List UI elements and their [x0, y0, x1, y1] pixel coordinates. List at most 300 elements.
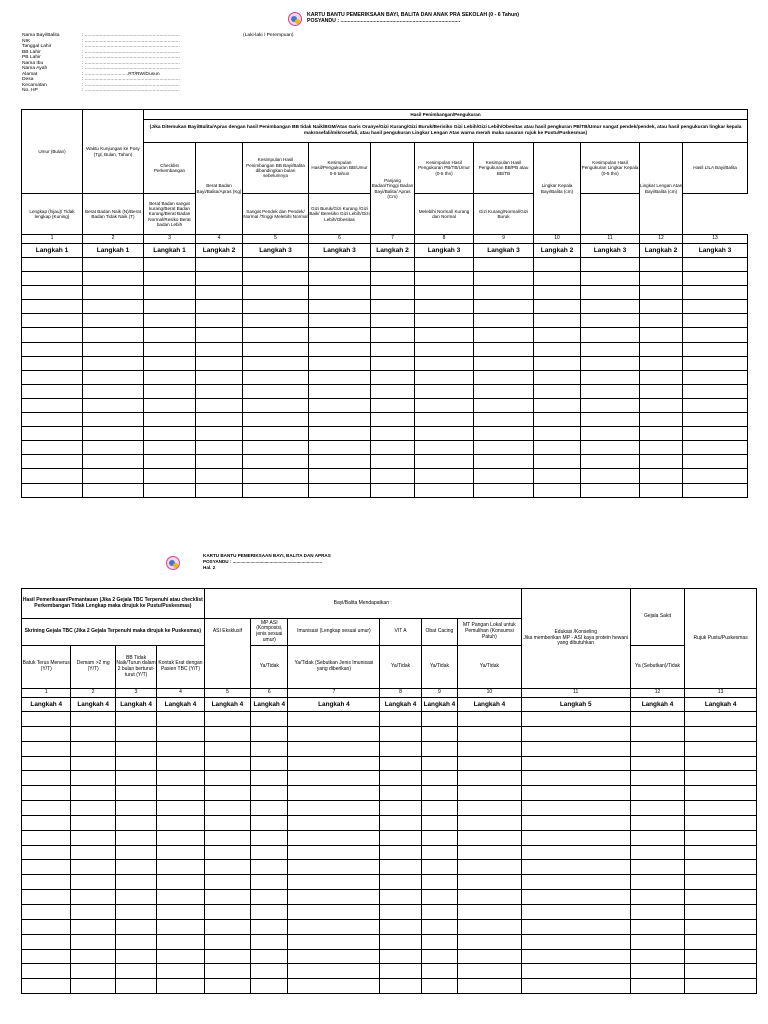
entry-cell[interactable] [243, 272, 309, 286]
entry-cell[interactable] [243, 314, 309, 328]
entry-cell[interactable] [534, 258, 581, 272]
entry-cell[interactable] [685, 919, 757, 934]
entry-cell[interactable] [421, 875, 457, 890]
entry-cell[interactable] [371, 370, 415, 384]
entry-cell[interactable] [371, 413, 415, 427]
entry-cell[interactable] [71, 904, 115, 919]
entry-cell[interactable] [415, 483, 474, 497]
entry-cell[interactable] [581, 398, 640, 412]
entry-cell[interactable] [288, 949, 380, 964]
entry-cell[interactable] [581, 384, 640, 398]
entry-cell[interactable] [157, 786, 204, 801]
entry-cell[interactable] [251, 756, 288, 771]
entry-cell[interactable] [371, 342, 415, 356]
entry-cell[interactable] [204, 771, 250, 786]
entry-cell[interactable] [521, 845, 630, 860]
entry-cell[interactable] [157, 860, 204, 875]
entry-cell[interactable] [458, 964, 522, 979]
entry-cell[interactable] [196, 258, 243, 272]
entry-cell[interactable] [415, 258, 474, 272]
entry-cell[interactable] [71, 830, 115, 845]
identity-value-field[interactable]: : ...................................................................... [82, 44, 180, 50]
entry-cell[interactable] [243, 258, 309, 272]
entry-cell[interactable] [415, 441, 474, 455]
entry-cell[interactable] [640, 300, 683, 314]
entry-cell[interactable] [640, 413, 683, 427]
entry-cell[interactable] [521, 934, 630, 949]
entry-cell[interactable] [521, 726, 630, 741]
entry-cell[interactable] [371, 469, 415, 483]
entry-cell[interactable] [458, 860, 522, 875]
entry-cell[interactable] [685, 845, 757, 860]
entry-cell[interactable] [71, 919, 115, 934]
entry-cell[interactable] [196, 384, 243, 398]
entry-cell[interactable] [144, 258, 196, 272]
entry-cell[interactable] [115, 815, 156, 830]
entry-cell[interactable] [251, 786, 288, 801]
entry-cell[interactable] [71, 712, 115, 727]
entry-cell[interactable] [458, 979, 522, 994]
entry-cell[interactable] [640, 455, 683, 469]
entry-cell[interactable] [630, 801, 685, 816]
entry-cell[interactable] [421, 919, 457, 934]
entry-cell[interactable] [83, 483, 144, 497]
entry-cell[interactable] [640, 483, 683, 497]
entry-cell[interactable] [683, 258, 748, 272]
entry-cell[interactable] [581, 370, 640, 384]
entry-cell[interactable] [458, 786, 522, 801]
entry-cell[interactable] [83, 286, 144, 300]
entry-cell[interactable] [309, 384, 371, 398]
entry-cell[interactable] [71, 741, 115, 756]
entry-cell[interactable] [415, 413, 474, 427]
entry-cell[interactable] [421, 964, 457, 979]
entry-cell[interactable] [204, 979, 250, 994]
entry-cell[interactable] [380, 786, 421, 801]
entry-cell[interactable] [115, 801, 156, 816]
entry-cell[interactable] [22, 413, 83, 427]
entry-cell[interactable] [196, 342, 243, 356]
entry-cell[interactable] [630, 741, 685, 756]
entry-cell[interactable] [251, 919, 288, 934]
entry-cell[interactable] [144, 469, 196, 483]
entry-cell[interactable] [157, 726, 204, 741]
entry-cell[interactable] [521, 815, 630, 830]
entry-cell[interactable] [115, 904, 156, 919]
entry-cell[interactable] [144, 384, 196, 398]
entry-cell[interactable] [640, 427, 683, 441]
entry-cell[interactable] [22, 483, 83, 497]
entry-cell[interactable] [458, 845, 522, 860]
entry-cell[interactable] [521, 801, 630, 816]
entry-cell[interactable] [380, 904, 421, 919]
entry-cell[interactable] [685, 890, 757, 905]
entry-cell[interactable] [243, 356, 309, 370]
entry-cell[interactable] [157, 815, 204, 830]
entry-cell[interactable] [22, 919, 71, 934]
entry-cell[interactable] [157, 756, 204, 771]
entry-cell[interactable] [683, 483, 748, 497]
entry-cell[interactable] [22, 258, 83, 272]
entry-cell[interactable] [309, 427, 371, 441]
entry-cell[interactable] [380, 801, 421, 816]
entry-cell[interactable] [371, 398, 415, 412]
entry-cell[interactable] [371, 300, 415, 314]
entry-cell[interactable] [380, 830, 421, 845]
entry-cell[interactable] [534, 342, 581, 356]
entry-cell[interactable] [685, 904, 757, 919]
identity-value-field[interactable]: : ...................................................................... [82, 66, 180, 72]
entry-cell[interactable] [521, 860, 630, 875]
entry-cell[interactable] [288, 919, 380, 934]
entry-cell[interactable] [458, 949, 522, 964]
entry-cell[interactable] [534, 413, 581, 427]
entry-cell[interactable] [83, 258, 144, 272]
entry-cell[interactable] [630, 904, 685, 919]
entry-cell[interactable] [196, 483, 243, 497]
entry-cell[interactable] [157, 904, 204, 919]
entry-cell[interactable] [380, 949, 421, 964]
entry-cell[interactable] [421, 786, 457, 801]
entry-cell[interactable] [421, 771, 457, 786]
entry-cell[interactable] [22, 875, 71, 890]
entry-cell[interactable] [288, 741, 380, 756]
entry-cell[interactable] [288, 756, 380, 771]
entry-cell[interactable] [581, 314, 640, 328]
entry-cell[interactable] [683, 427, 748, 441]
entry-cell[interactable] [83, 441, 144, 455]
entry-cell[interactable] [83, 469, 144, 483]
entry-cell[interactable] [683, 314, 748, 328]
entry-cell[interactable] [22, 934, 71, 949]
entry-cell[interactable] [458, 830, 522, 845]
entry-cell[interactable] [251, 830, 288, 845]
entry-cell[interactable] [83, 272, 144, 286]
entry-cell[interactable] [251, 904, 288, 919]
entry-cell[interactable] [640, 356, 683, 370]
entry-cell[interactable] [521, 741, 630, 756]
identity-value-field[interactable]: : ...................................................................... [82, 77, 180, 83]
entry-cell[interactable] [458, 801, 522, 816]
entry-cell[interactable] [458, 890, 522, 905]
entry-cell[interactable] [630, 712, 685, 727]
entry-cell[interactable] [581, 258, 640, 272]
entry-cell[interactable] [458, 771, 522, 786]
entry-cell[interactable] [288, 771, 380, 786]
entry-cell[interactable] [309, 398, 371, 412]
entry-cell[interactable] [683, 286, 748, 300]
entry-cell[interactable] [157, 875, 204, 890]
entry-cell[interactable] [521, 890, 630, 905]
entry-cell[interactable] [144, 356, 196, 370]
entry-cell[interactable] [83, 300, 144, 314]
entry-cell[interactable] [22, 786, 71, 801]
entry-cell[interactable] [251, 949, 288, 964]
entry-cell[interactable] [415, 469, 474, 483]
entry-cell[interactable] [204, 890, 250, 905]
entry-cell[interactable] [204, 756, 250, 771]
entry-cell[interactable] [630, 830, 685, 845]
entry-cell[interactable] [288, 712, 380, 727]
entry-cell[interactable] [474, 455, 534, 469]
entry-cell[interactable] [204, 875, 250, 890]
entry-cell[interactable] [196, 455, 243, 469]
entry-cell[interactable] [22, 890, 71, 905]
entry-cell[interactable] [534, 469, 581, 483]
entry-cell[interactable] [22, 300, 83, 314]
entry-cell[interactable] [157, 801, 204, 816]
entry-cell[interactable] [581, 469, 640, 483]
entry-cell[interactable] [115, 830, 156, 845]
identity-value-field[interactable]: : ...................................................................... [82, 60, 180, 66]
entry-cell[interactable] [204, 934, 250, 949]
entry-cell[interactable] [421, 890, 457, 905]
entry-cell[interactable] [204, 741, 250, 756]
entry-cell[interactable] [71, 860, 115, 875]
entry-cell[interactable] [243, 384, 309, 398]
entry-cell[interactable] [685, 786, 757, 801]
entry-cell[interactable] [521, 830, 630, 845]
entry-cell[interactable] [640, 398, 683, 412]
entry-cell[interactable] [534, 286, 581, 300]
entry-cell[interactable] [144, 483, 196, 497]
entry-cell[interactable] [581, 483, 640, 497]
entry-cell[interactable] [380, 845, 421, 860]
entry-cell[interactable] [115, 756, 156, 771]
entry-cell[interactable] [144, 314, 196, 328]
entry-cell[interactable] [581, 455, 640, 469]
entry-cell[interactable] [421, 756, 457, 771]
entry-cell[interactable] [22, 469, 83, 483]
entry-cell[interactable] [421, 860, 457, 875]
entry-cell[interactable] [685, 964, 757, 979]
entry-cell[interactable] [196, 413, 243, 427]
entry-cell[interactable] [685, 949, 757, 964]
entry-cell[interactable] [157, 979, 204, 994]
entry-cell[interactable] [83, 356, 144, 370]
entry-cell[interactable] [22, 756, 71, 771]
entry-cell[interactable] [685, 712, 757, 727]
entry-cell[interactable] [421, 801, 457, 816]
entry-cell[interactable] [157, 949, 204, 964]
identity-value-field[interactable]: : ...................................................................... [82, 38, 180, 44]
entry-cell[interactable] [421, 741, 457, 756]
entry-cell[interactable] [144, 286, 196, 300]
entry-cell[interactable] [534, 370, 581, 384]
entry-cell[interactable] [371, 286, 415, 300]
entry-cell[interactable] [22, 342, 83, 356]
entry-cell[interactable] [630, 771, 685, 786]
entry-cell[interactable] [371, 427, 415, 441]
entry-cell[interactable] [640, 314, 683, 328]
entry-cell[interactable] [288, 801, 380, 816]
entry-cell[interactable] [22, 830, 71, 845]
entry-cell[interactable] [251, 815, 288, 830]
entry-cell[interactable] [534, 272, 581, 286]
entry-cell[interactable] [683, 441, 748, 455]
entry-cell[interactable] [22, 979, 71, 994]
entry-cell[interactable] [458, 712, 522, 727]
entry-cell[interactable] [144, 455, 196, 469]
entry-cell[interactable] [204, 904, 250, 919]
entry-cell[interactable] [685, 726, 757, 741]
entry-cell[interactable] [534, 314, 581, 328]
entry-cell[interactable] [22, 964, 71, 979]
entry-cell[interactable] [157, 919, 204, 934]
entry-cell[interactable] [534, 455, 581, 469]
entry-cell[interactable] [144, 328, 196, 342]
identity-value-field[interactable]: : ...................................................................... [82, 33, 180, 38]
entry-cell[interactable] [309, 469, 371, 483]
entry-cell[interactable] [22, 272, 83, 286]
entry-cell[interactable] [421, 726, 457, 741]
entry-cell[interactable] [685, 771, 757, 786]
entry-cell[interactable] [243, 427, 309, 441]
entry-cell[interactable] [683, 342, 748, 356]
entry-cell[interactable] [115, 860, 156, 875]
entry-cell[interactable] [83, 384, 144, 398]
entry-cell[interactable] [581, 272, 640, 286]
entry-cell[interactable] [581, 441, 640, 455]
entry-cell[interactable] [288, 890, 380, 905]
entry-cell[interactable] [640, 272, 683, 286]
entry-cell[interactable] [115, 979, 156, 994]
entry-cell[interactable] [144, 272, 196, 286]
entry-cell[interactable] [288, 845, 380, 860]
entry-cell[interactable] [22, 726, 71, 741]
identity-value-field[interactable]: : ................................RT/RW/Dusun [82, 71, 160, 77]
entry-cell[interactable] [115, 890, 156, 905]
entry-cell[interactable] [630, 726, 685, 741]
entry-cell[interactable] [196, 427, 243, 441]
entry-cell[interactable] [83, 427, 144, 441]
entry-cell[interactable] [458, 904, 522, 919]
entry-cell[interactable] [458, 756, 522, 771]
entry-cell[interactable] [251, 964, 288, 979]
entry-cell[interactable] [380, 712, 421, 727]
entry-cell[interactable] [685, 875, 757, 890]
entry-cell[interactable] [115, 934, 156, 949]
entry-cell[interactable] [115, 875, 156, 890]
entry-cell[interactable] [71, 756, 115, 771]
entry-cell[interactable] [115, 712, 156, 727]
entry-cell[interactable] [204, 919, 250, 934]
entry-cell[interactable] [683, 398, 748, 412]
entry-cell[interactable] [474, 356, 534, 370]
entry-cell[interactable] [204, 712, 250, 727]
entry-cell[interactable] [288, 934, 380, 949]
entry-cell[interactable] [22, 356, 83, 370]
entry-cell[interactable] [380, 890, 421, 905]
entry-cell[interactable] [309, 342, 371, 356]
entry-cell[interactable] [71, 875, 115, 890]
entry-cell[interactable] [309, 413, 371, 427]
entry-cell[interactable] [534, 398, 581, 412]
entry-cell[interactable] [157, 830, 204, 845]
identity-value-field[interactable]: : ...................................................................... [82, 82, 180, 88]
entry-cell[interactable] [630, 875, 685, 890]
entry-cell[interactable] [630, 919, 685, 934]
entry-cell[interactable] [243, 441, 309, 455]
entry-cell[interactable] [581, 286, 640, 300]
entry-cell[interactable] [22, 949, 71, 964]
entry-cell[interactable] [640, 342, 683, 356]
entry-cell[interactable] [243, 370, 309, 384]
entry-cell[interactable] [534, 384, 581, 398]
entry-cell[interactable] [371, 384, 415, 398]
entry-cell[interactable] [685, 860, 757, 875]
entry-cell[interactable] [415, 398, 474, 412]
entry-cell[interactable] [71, 845, 115, 860]
entry-cell[interactable] [581, 427, 640, 441]
entry-cell[interactable] [251, 875, 288, 890]
entry-cell[interactable] [251, 741, 288, 756]
entry-cell[interactable] [196, 328, 243, 342]
entry-cell[interactable] [71, 771, 115, 786]
entry-cell[interactable] [115, 771, 156, 786]
entry-cell[interactable] [371, 455, 415, 469]
entry-cell[interactable] [474, 427, 534, 441]
entry-cell[interactable] [415, 370, 474, 384]
entry-cell[interactable] [458, 934, 522, 949]
entry-cell[interactable] [380, 875, 421, 890]
entry-cell[interactable] [380, 979, 421, 994]
entry-cell[interactable] [521, 756, 630, 771]
entry-cell[interactable] [243, 455, 309, 469]
entry-cell[interactable] [144, 427, 196, 441]
entry-cell[interactable] [421, 934, 457, 949]
entry-cell[interactable] [683, 356, 748, 370]
entry-cell[interactable] [251, 860, 288, 875]
entry-cell[interactable] [309, 441, 371, 455]
entry-cell[interactable] [534, 427, 581, 441]
entry-cell[interactable] [196, 314, 243, 328]
entry-cell[interactable] [251, 890, 288, 905]
entry-cell[interactable] [683, 384, 748, 398]
entry-cell[interactable] [630, 964, 685, 979]
entry-cell[interactable] [144, 370, 196, 384]
entry-cell[interactable] [683, 272, 748, 286]
entry-cell[interactable] [243, 483, 309, 497]
entry-cell[interactable] [630, 756, 685, 771]
entry-cell[interactable] [474, 258, 534, 272]
entry-cell[interactable] [196, 356, 243, 370]
identity-value-field[interactable]: : ...................................................................... [82, 55, 180, 61]
entry-cell[interactable] [685, 741, 757, 756]
entry-cell[interactable] [309, 455, 371, 469]
entry-cell[interactable] [243, 286, 309, 300]
entry-cell[interactable] [683, 370, 748, 384]
entry-cell[interactable] [243, 413, 309, 427]
entry-cell[interactable] [288, 875, 380, 890]
entry-cell[interactable] [309, 300, 371, 314]
entry-cell[interactable] [458, 875, 522, 890]
entry-cell[interactable] [144, 441, 196, 455]
entry-cell[interactable] [22, 904, 71, 919]
entry-cell[interactable] [474, 370, 534, 384]
entry-cell[interactable] [421, 904, 457, 919]
entry-cell[interactable] [474, 384, 534, 398]
entry-cell[interactable] [196, 398, 243, 412]
entry-cell[interactable] [521, 712, 630, 727]
entry-cell[interactable] [144, 342, 196, 356]
entry-cell[interactable] [521, 904, 630, 919]
entry-cell[interactable] [640, 370, 683, 384]
entry-cell[interactable] [371, 441, 415, 455]
entry-cell[interactable] [115, 786, 156, 801]
entry-cell[interactable] [243, 328, 309, 342]
entry-cell[interactable] [474, 314, 534, 328]
